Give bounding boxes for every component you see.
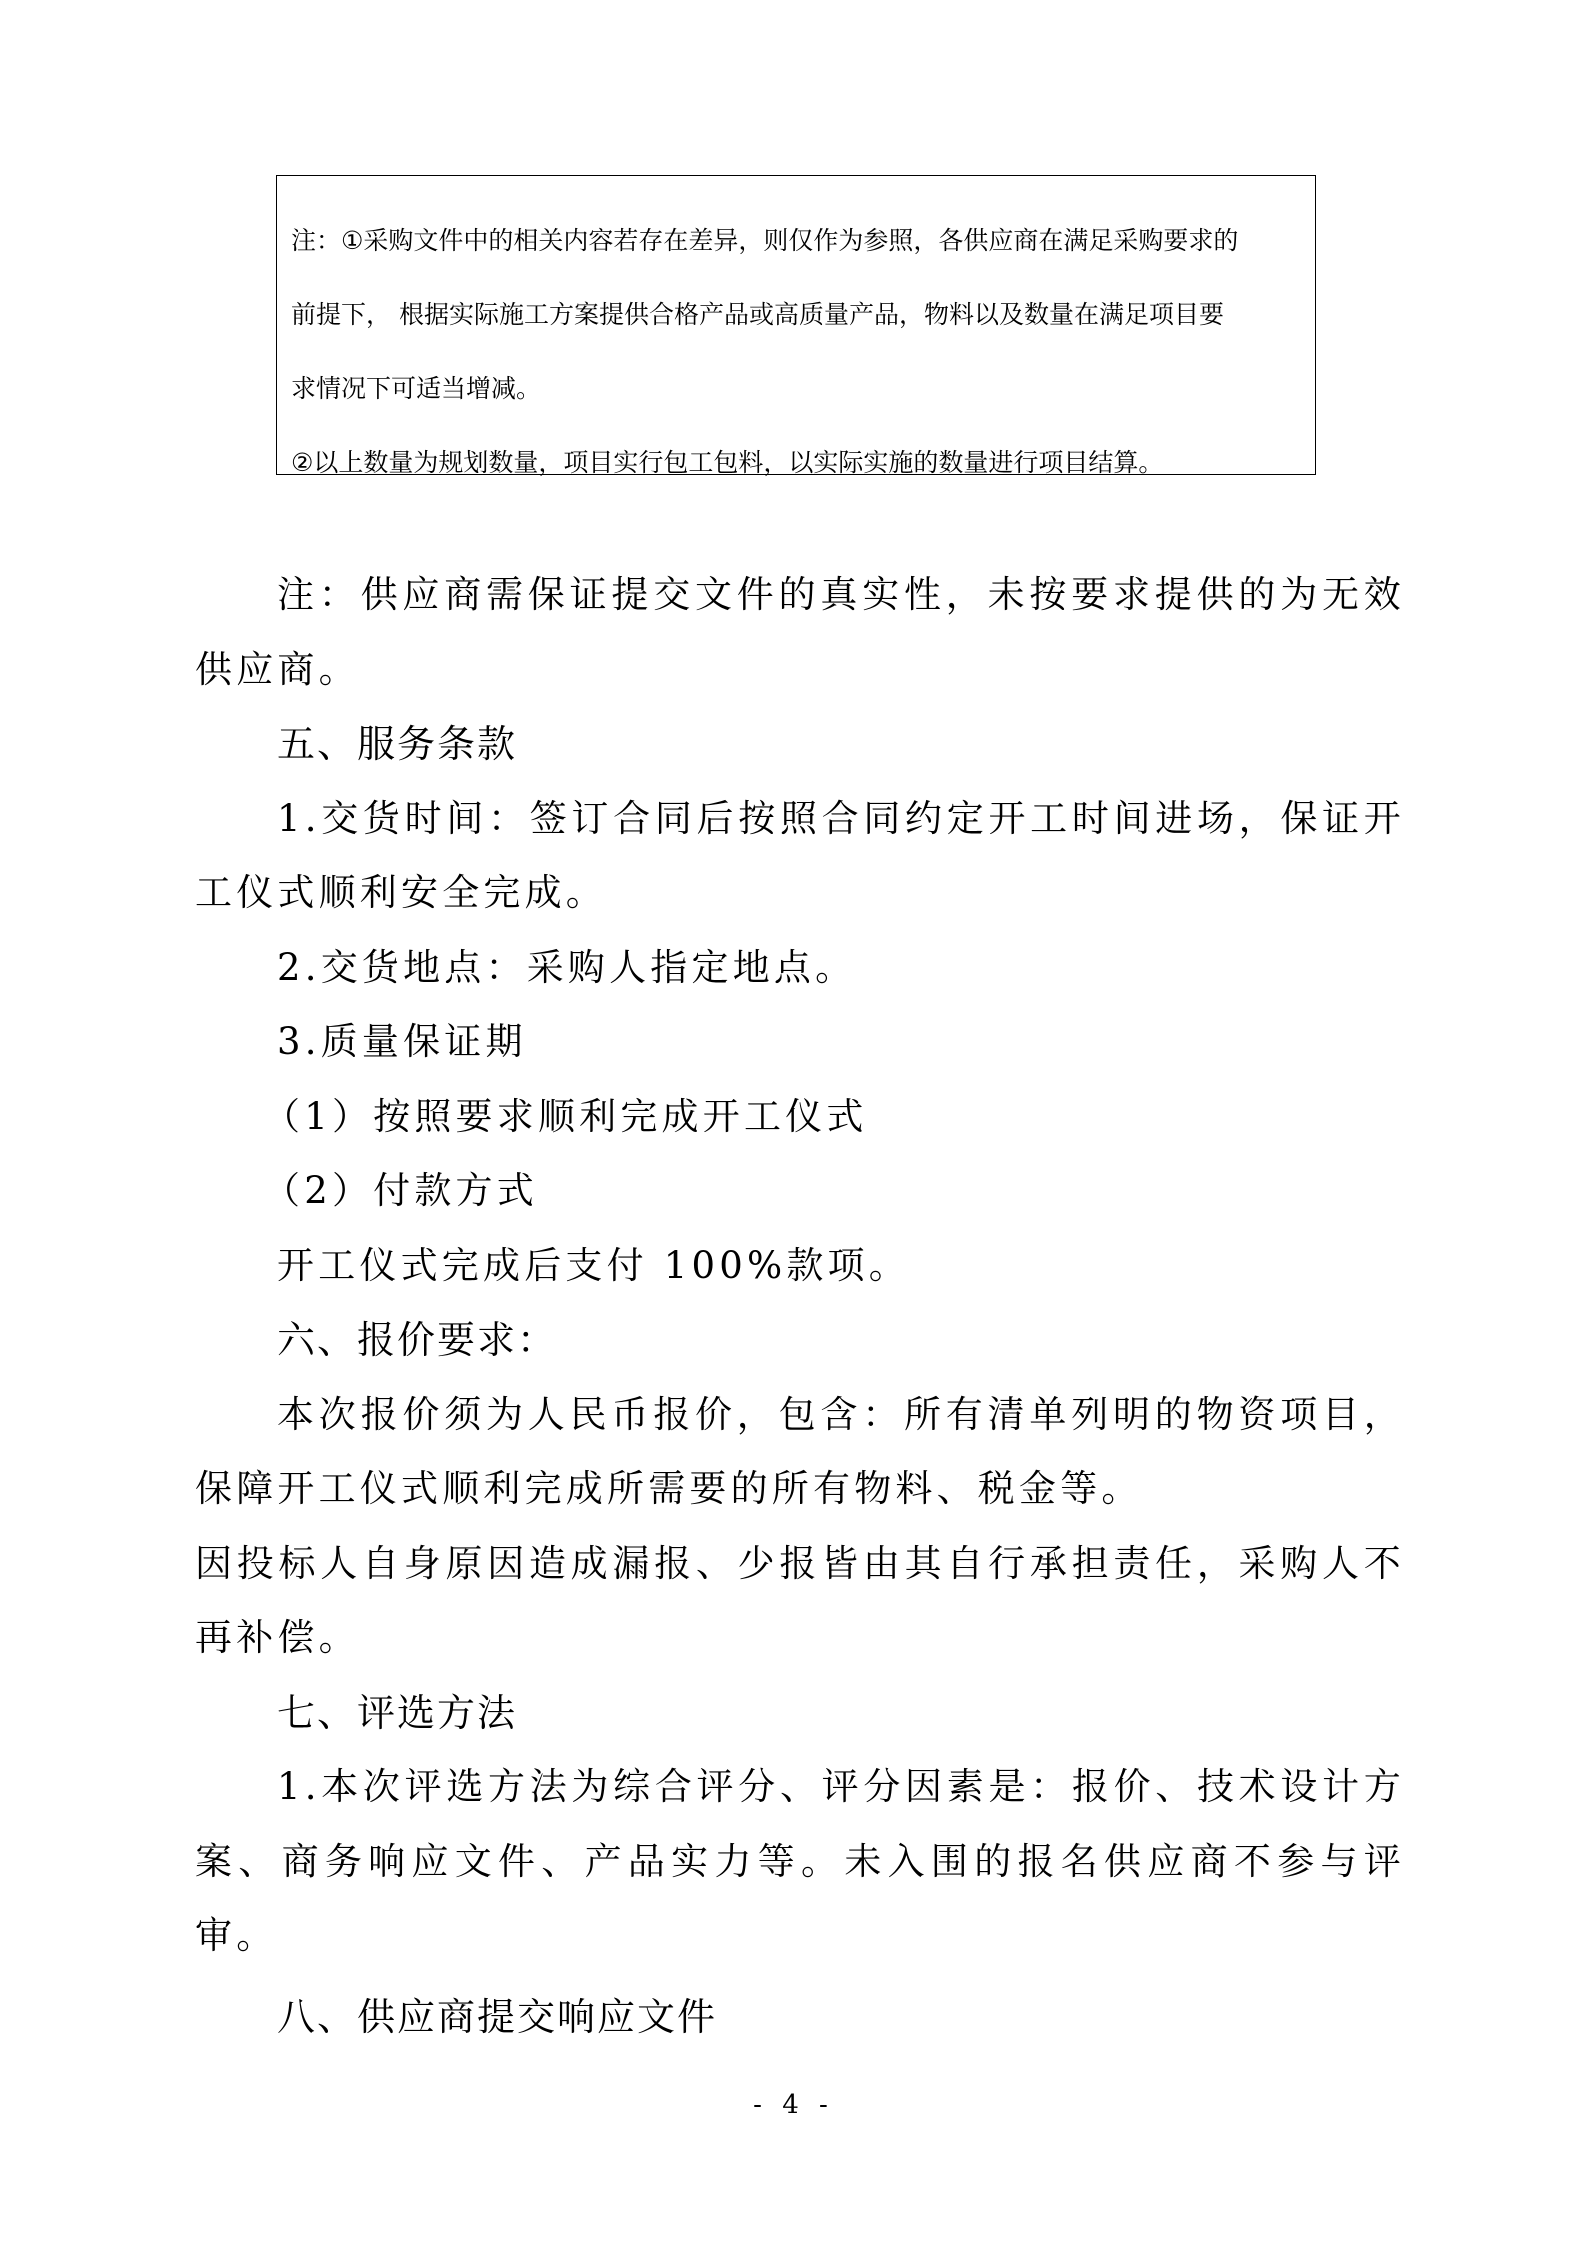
- delivery-location-item: 2.交货地点：采购人指定地点。: [277, 945, 857, 989]
- note-box-line: 前提下， 根据实际施工方案提供合格产品或高质量产品，物料以及数量在满足项目要: [291, 300, 1224, 329]
- document-body: [195, 558, 1405, 2054]
- evaluation-paragraph: 1.本次评选方法为综合评分、评分因素是：报价、技术设计方案、商务响应文件、产品实力等。未入围的报名供应商不参与评审。: [195, 1765, 1405, 1957]
- note-box-line: 注：①采购文件中的相关内容若存在差异，则仅作为参照，各供应商在满足采购要求的: [291, 226, 1239, 255]
- note-box-line: ②以上数量为规划数量，项目实行包工包料，以实际实施的数量进行项目结算。: [291, 448, 1164, 477]
- supplier-authenticity-note: 注：供应商需保证提交文件的真实性，未按要求提供的为无效供应商。: [195, 573, 1405, 691]
- quotation-paragraph-1: 本次报价须为人民币报价，包含：所有清单列明的物资项目，保障开工仪式顺利完成所需要的所有物料、税金等。: [195, 1392, 1405, 1510]
- procurement-note-box: [276, 175, 1316, 475]
- section-heading-quotation: 六、报价要求：: [277, 1318, 558, 1362]
- section-heading-response-files: 八、供应商提交响应文件: [277, 1994, 718, 2039]
- warranty-period-item: 3.质量保证期: [277, 1020, 527, 1063]
- warranty-subitem-1: （1）按照要求顺利完成开工仪式: [263, 1094, 868, 1138]
- warranty-subitem-2: （2）付款方式: [263, 1169, 538, 1212]
- section-heading-evaluation: 七、评选方法: [277, 1690, 518, 1735]
- payment-terms: 开工仪式完成后支付 100%款项。: [277, 1243, 910, 1287]
- section-heading-service-terms: 五、服务条款: [277, 722, 518, 766]
- delivery-time-item: 1.交货时间：签订合同后按照合同约定开工时间进场，保证开工仪式顺利安全完成。: [195, 796, 1405, 914]
- page-number: - 4 -: [753, 2090, 834, 2120]
- note-box-line: 求情况下可适当增减。: [291, 374, 542, 403]
- quotation-paragraph-2: 因投标人自身原因造成漏报、少报皆由其自行承担责任，采购人不再补偿。: [195, 1541, 1405, 1659]
